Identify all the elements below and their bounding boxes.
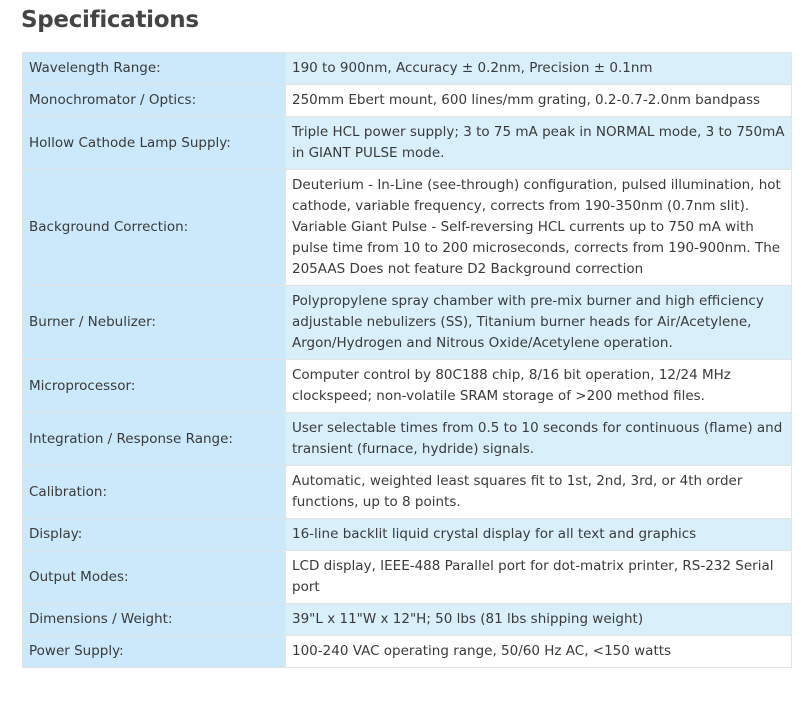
spec-value: 100-240 VAC operating range, 50/60 Hz AC, <150 watts [286, 636, 792, 668]
spec-label: Burner / Nebulizer: [23, 286, 286, 360]
table-row [23, 413, 792, 466]
spec-value: Computer control by 80C188 chip, 8/16 bit operation, 12/24 MHz clockspeed; non-volatile SRAM storage of >200 method files. [286, 360, 792, 413]
spec-value: 16-line backlit liquid crystal display for all text and graphics [286, 519, 792, 551]
table-row [23, 551, 792, 604]
table-row [23, 85, 792, 117]
spec-value: 39"L x 11"W x 12"H; 50 lbs (81 lbs shipping weight) [286, 604, 792, 636]
specifications-table [22, 52, 792, 668]
spec-label: Calibration: [23, 466, 286, 519]
spec-value: Triple HCL power supply; 3 to 75 mA peak in NORMAL mode, 3 to 750mA in GIANT PULSE mode. [286, 117, 792, 170]
spec-value: 250mm Ebert mount, 600 lines/mm grating, 0.2-0.7-2.0nm bandpass [286, 85, 792, 117]
spec-value: Polypropylene spray chamber with pre-mix burner and high efficiency adjustable nebulizers (SS), Titanium burner heads for Air/Acetylene, Argon/Hydrogen and Nitrous Oxide/Acetylene operation. [286, 286, 792, 360]
table-row [23, 53, 792, 85]
table-row [23, 170, 792, 286]
spec-value: Deuterium - In-Line (see-through) configuration, pulsed illumination, hot cathode, variable frequency, corrects from 190-350nm (0.7nm slit). Variable Giant Pulse - Self-reversing HCL currents up to 750 mA with pulse time from 10 to 200 microseconds, corrects from 190-900nm. The 205AAS Does not feature D2 Background correction [286, 170, 792, 286]
table-row [23, 636, 792, 668]
table-row [23, 466, 792, 519]
spec-label: Power Supply: [23, 636, 286, 668]
table-row [23, 286, 792, 360]
table-row [23, 519, 792, 551]
spec-value: User selectable times from 0.5 to 10 seconds for continuous (flame) and transient (furnace, hydride) signals. [286, 413, 792, 466]
spec-label: Wavelength Range: [23, 53, 286, 85]
table-row [23, 117, 792, 170]
spec-value: 190 to 900nm, Accuracy ± 0.2nm, Precision ± 0.1nm [286, 53, 792, 85]
spec-label: Dimensions / Weight: [23, 604, 286, 636]
spec-label: Display: [23, 519, 286, 551]
spec-label: Background Correction: [23, 170, 286, 286]
page-title: Specifications [21, 7, 199, 33]
table-row [23, 360, 792, 413]
spec-value: Automatic, weighted least squares fit to 1st, 2nd, 3rd, or 4th order functions, up to 8 points. [286, 466, 792, 519]
spec-label: Integration / Response Range: [23, 413, 286, 466]
spec-label: Output Modes: [23, 551, 286, 604]
spec-label: Hollow Cathode Lamp Supply: [23, 117, 286, 170]
spec-value: LCD display, IEEE-488 Parallel port for dot-matrix printer, RS-232 Serial port [286, 551, 792, 604]
table-row [23, 604, 792, 636]
spec-label: Monochromator / Optics: [23, 85, 286, 117]
spec-label: Microprocessor: [23, 360, 286, 413]
